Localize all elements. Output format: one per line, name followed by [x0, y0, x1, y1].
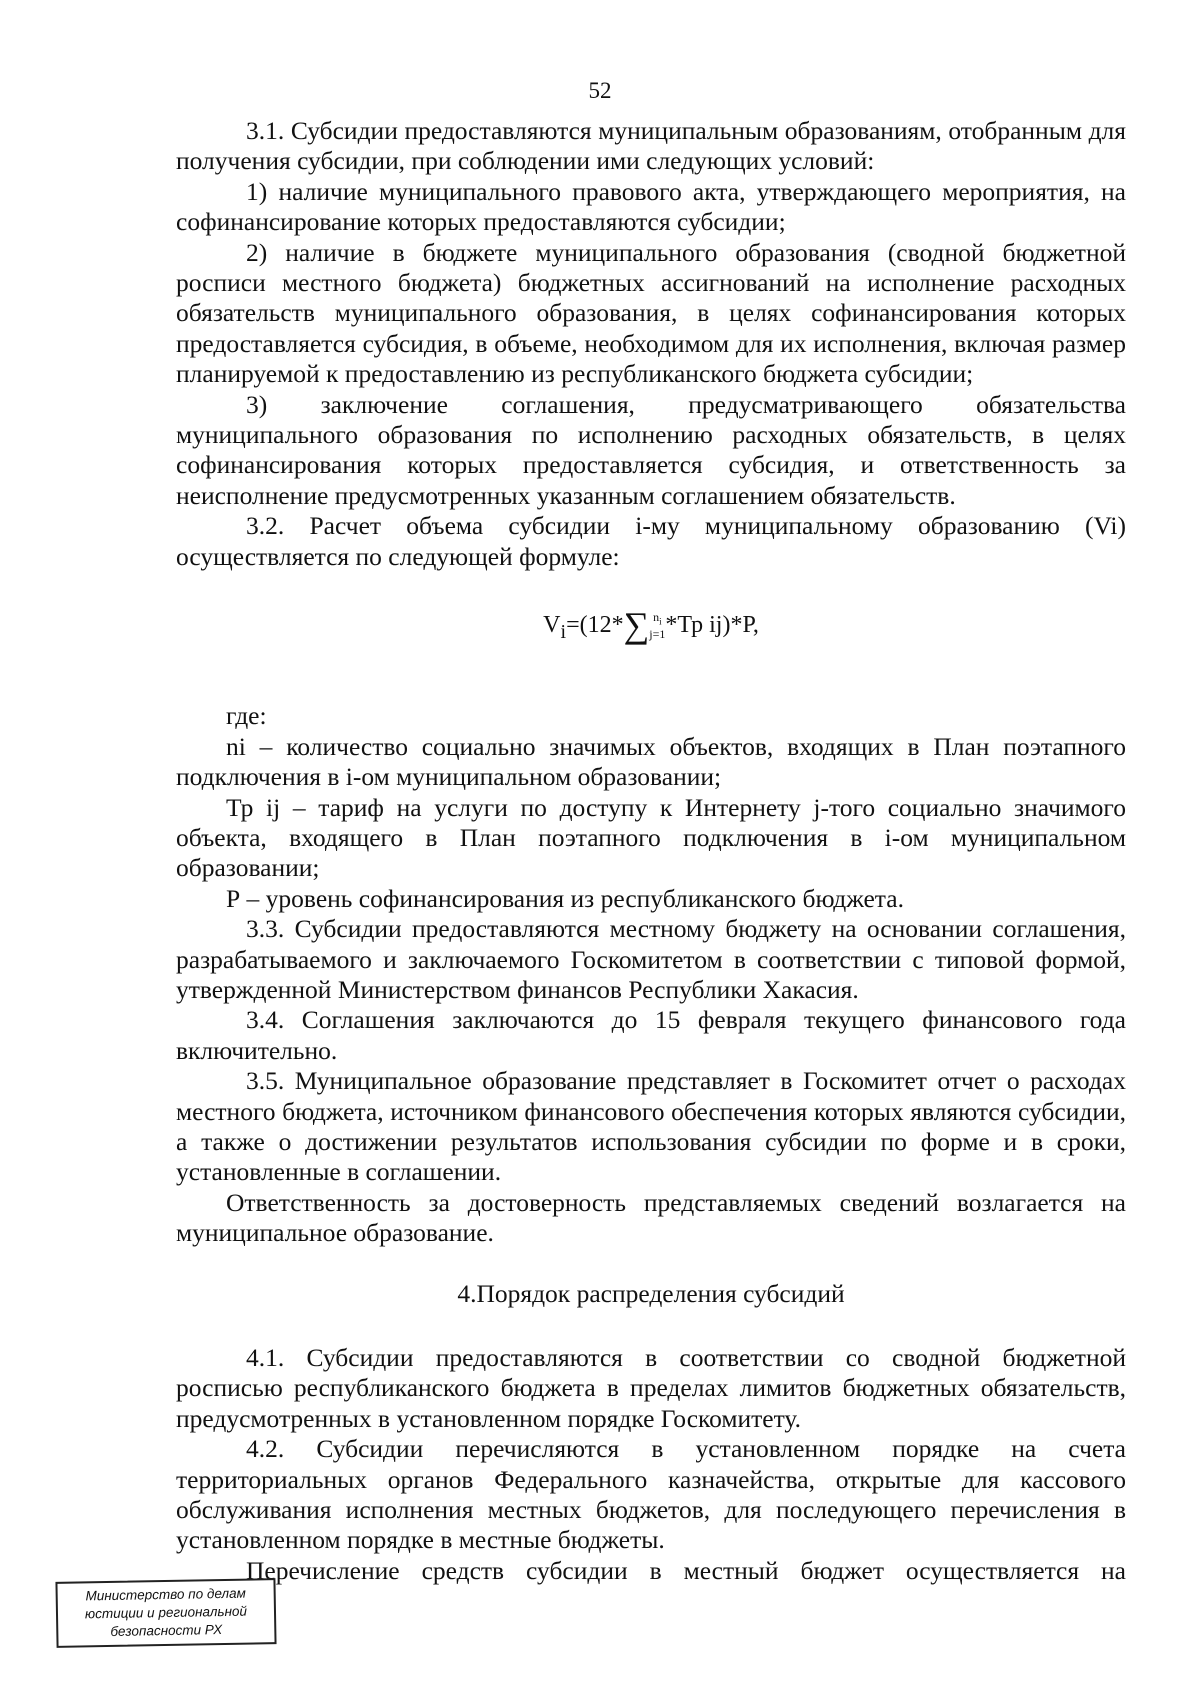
- paragraph-3-2: 3.2. Расчет объема субсидии i-му муниципальному образованию (Vi) осуществляется по следующей формуле:: [176, 511, 1126, 571]
- document-body: [176, 116, 1126, 1586]
- subsidy-formula: [176, 605, 1126, 647]
- condition-3: 3) заключение соглашения, предусматривающего обязательства муниципального образования по исполнению расходных обязательств, в целях софинансирования которых предоставляется субсидия, и ответственность за неисполнение предусмотренных указанным соглашением обязательств.: [176, 389, 1126, 510]
- stamp-line-1: Министерство по делам: [85, 1585, 246, 1604]
- transfer-paragraph: Перечисление средств субсидии в местный бюджет осуществляется на: [246, 1555, 1126, 1585]
- formula-lower: j=1: [649, 627, 666, 642]
- paragraph-4-2: 4.2. Субсидии перечисляются в установленном порядке на счета территориальных органов Федерального казначейства, открытые для кассового обслуживания исполнения местных бюджетов, для последующего перечисления в установленном порядке в местные бюджеты.: [176, 1434, 1126, 1555]
- formula-prefix: =(12*: [566, 612, 624, 639]
- definition-p: Р – уровень софинансирования из республиканского бюджета.: [226, 883, 904, 913]
- formula-upper: n: [653, 609, 660, 624]
- page-number: 52: [588, 78, 612, 103]
- formula-left: V: [543, 612, 561, 639]
- formula-left-sub: i: [560, 620, 567, 643]
- formula-limits: [649, 611, 665, 641]
- stamp-line-2: юстиции и региональной: [84, 1603, 248, 1622]
- where-label: где:: [226, 701, 267, 731]
- paragraph-3-4: 3.4. Соглашения заключаются до 15 февраля текущего финансового года включительно.: [176, 1005, 1126, 1065]
- condition-1: 1) наличие муниципального правового акта, утверждающего мероприятия, на софинансирование которых предоставляются субсидии;: [176, 176, 1126, 237]
- formula-suffix: *Тр ij)*Р,: [665, 612, 759, 639]
- responsibility-paragraph: Ответственность за достоверность представляемых сведений возлагается на муниципальное образование.: [176, 1187, 1126, 1248]
- paragraph-4-1: 4.1. Субсидии предоставляются в соответствии со сводной бюджетной росписью республиканского бюджета в пределах лимитов бюджетных обязательств, предусмотренных в установленном порядке Госкомитету.: [176, 1343, 1126, 1433]
- paragraph-3-3: 3.3. Субсидии предоставляются местному бюджету на основании соглашения, разрабатываемого и заключаемого Госкомитетом в соответствии с типовой формой, утвержденной Министерством финансов Республики Хакасия.: [176, 914, 1126, 1004]
- formula-sigma: ∑: [623, 605, 650, 646]
- paragraph-3-1: 3.1. Субсидии предоставляются муниципальным образованиям, отобранным для получения субсидии, при соблюдении ими следующих условий:: [176, 116, 1126, 176]
- definition-ni: ni – количество социально значимых объектов, входящих в План поэтапного подключения в i-ом муниципальном образовании;: [176, 731, 1126, 792]
- definition-tp: Тр ij – тариф на услуги по доступу к Интернету j-того социально значимого объекта, входящего в План поэтапного подключения в i-ом муниципальном образовании;: [176, 792, 1126, 883]
- stamp-line-3: безопасности РХ: [110, 1622, 223, 1639]
- paragraph-3-5: 3.5. Муниципальное образование представляет в Госкомитет отчет о расходах местного бюджета, источником финансового обеспечения которых являются субсидии, а также о достижении результатов использования субсидии по форме и в сроки, установленные в соглашении.: [176, 1066, 1126, 1187]
- formula-upper-sub: i: [659, 616, 662, 627]
- ministry-stamp: [55, 1578, 276, 1648]
- condition-2: 2) наличие в бюджете муниципального образования (сводной бюджетной росписи местного бюджета) бюджетных ассигнований на исполнение расходных обязательств муниципального образования, в целях софинансирования которых предоставляется субсидия, в объеме, необходимом для их исполнения, включая размер планируемой к предоставлению из республиканского бюджета субсидии;: [176, 237, 1126, 389]
- section-4-heading: 4.Порядок распределения субсидий: [457, 1278, 845, 1308]
